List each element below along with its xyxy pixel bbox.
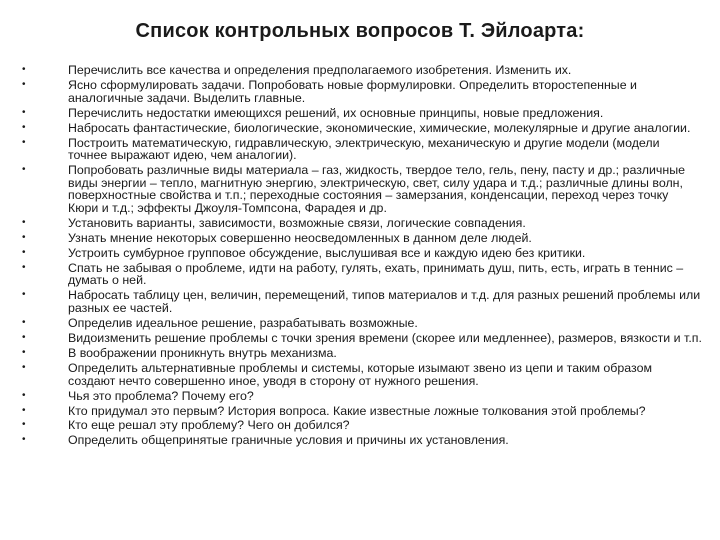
list-item [22,317,702,330]
list-item-text: Определить общепринятые граничные условия и причины их установления. [68,433,509,448]
bullet-icon: • [22,64,26,75]
list-item-text: Спать не забывая о проблеме, идти на работу, гулять, ехать, принимать душ, пить, есть, играть в теннис – думать о ней. [68,260,684,288]
bullet-icon: • [22,331,26,343]
list-item [22,232,702,245]
bullet-icon: • [22,419,26,431]
list-item [22,107,702,120]
list-item [22,137,702,162]
list-item-text: Видоизменить решение проблемы с точки зрения времени (скорее или медленнее), размеров, вязкости и т.п. [68,330,702,345]
list-item [22,164,702,214]
list-item-text: Определив идеальное решение, разрабатывать возможные. [68,315,418,330]
list-item [22,289,702,314]
list-item [22,332,702,345]
list-item-text: Ясно сформулировать задачи. Попробовать новые формулировки. Определить второстепенные и аналогичные задачи. Выделить главные. [68,77,637,105]
list-item [22,122,702,135]
list-item-text: Набросать фантастические, биологические, экономические, химические, молекулярные и другие аналогии. [68,120,691,135]
bullet-icon: • [22,246,26,258]
bullet-icon: • [22,78,26,90]
list-item [22,419,702,432]
list-item-text: Построить математическую, гидравлическую, электрическую, механическую и другие модели (модели точнее выражают идею, чем аналогии). [68,135,660,163]
question-list [22,64,702,449]
list-item [22,217,702,230]
bullet-icon: • [22,121,26,133]
bullet-icon: • [22,136,26,148]
bullet-icon: • [22,361,26,373]
list-item-text: Устроить сумбурное групповое обсуждение, выслушивая все и каждую идею без критики. [68,245,586,260]
list-item-text: Установить варианты, зависимости, возможные связи, логические совпадения. [68,215,526,230]
bullet-icon: • [22,261,26,273]
list-item-text: Кто придумал это первым? История вопроса. Какие известные ложные толкования этой проблемы? [68,403,646,418]
list-item-text: Набросать таблицу цен, величин, перемещений, типов материалов и т.д. для разных решений проблемы или разных ее частей. [68,288,701,315]
bullet-icon: • [22,289,26,301]
list-item-text: В воображении проникнуть внутрь механизма. [68,345,337,360]
list-item [22,64,702,77]
list-item [22,405,702,418]
list-item [22,79,702,104]
list-item [22,347,702,360]
list-item-text: Чья это проблема? Почему его? [68,388,254,403]
list-item [22,434,702,447]
bullet-icon: • [22,346,26,358]
list-item-text: Попробовать различные виды материала – газ, жидкость, твердое тело, гель, пену, пасту и др.; различные виды энергии – тепло, магнитную энергию, электрическую, свет, силу удара и т.д.; различные длины волн, поверхностные свойства и т.п.; переходные состояния – замерзания, конденсации, переход через точку Кюри и т.д.; эффекты Джоуля-Томпсона, Фарадея и др. [68,163,685,215]
bullet-icon: • [22,389,26,401]
bullet-icon: • [22,106,26,118]
list-item [22,262,702,287]
list-item [22,362,702,387]
bullet-icon: • [22,434,26,446]
list-item-text: Перечислить все качества и определения предполагаемого изобретения. Изменить их. [68,63,572,77]
list-item [22,390,702,403]
bullet-icon: • [22,316,26,328]
list-item-text: Определить альтернативные проблемы и системы, которые изымают звено из цепи и таким образом создают нечто совершенно иное, уводя в сторону от нужного решения. [68,360,652,388]
bullet-icon: • [22,404,26,416]
bullet-icon: • [22,164,26,176]
bullet-icon: • [22,216,26,228]
list-item [22,247,702,260]
bullet-icon: • [22,231,26,243]
list-item-text: Узнать мнение некоторых совершенно неосведомленных в данном деле людей. [68,230,532,245]
list-item-text: Перечислить недостатки имеющихся решений, их основные принципы, новые предложения. [68,105,604,120]
page-title: Список контрольных вопросов Т. Эйлоарта: [135,20,585,42]
list-item-text: Кто еще решал эту проблему? Чего он добился? [68,418,350,433]
